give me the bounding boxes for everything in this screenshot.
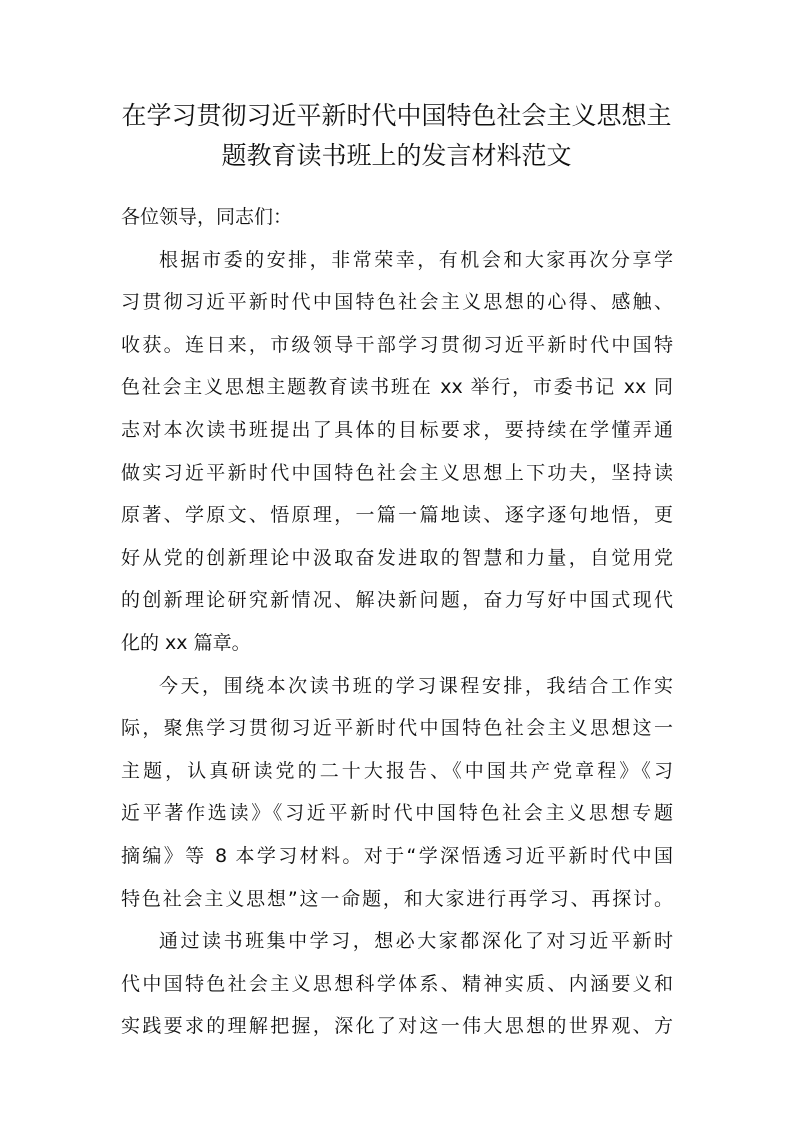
paragraph-line: 实践要求的理解把握，深化了对这一伟大思想的世界观、方	[121, 1015, 673, 1038]
paragraph-2	[121, 665, 673, 921]
paragraph-line: 收获。连日来，市级领导干部学习贯彻习近平新时代中国特	[121, 333, 673, 356]
document-title	[100, 96, 693, 176]
paragraph-line: 际，聚焦学习贯彻习近平新时代中国特色社会主义思想这一	[121, 717, 673, 740]
paragraph-line: 特色社会主义思想”这一命题，和大家进行再学习、再探讨。	[121, 887, 673, 910]
paragraph-line: 主题，认真研读党的二十大报告、《中国共产党章程》《习	[121, 759, 673, 782]
paragraph-3	[121, 920, 673, 1048]
paragraph-line: 做实习近平新时代中国特色社会主义思想上下功夫，坚持读	[121, 461, 673, 484]
document-body	[121, 196, 673, 1048]
paragraph-line: 摘编》等 8 本学习材料。对于“学深悟透习近平新时代中国	[121, 844, 673, 867]
paragraph-line: 代中国特色社会主义思想科学体系、精神实质、内涵要义和	[121, 972, 673, 995]
paragraph-line: 习贯彻习近平新时代中国特色社会主义思想的心得、感触、	[121, 291, 673, 314]
paragraph-line: 的创新理论研究新情况、解决新问题，奋力写好中国式现代	[121, 589, 673, 612]
salutation: 各位领导，同志们：	[121, 206, 293, 228]
paragraph-line: 化的 xx 篇章。	[121, 631, 251, 654]
paragraph-line: 近平著作选读》《习近平新时代中国特色社会主义思想专题	[121, 802, 673, 825]
paragraph-line: 根据市委的安排，非常荣幸，有机会和大家再次分享学	[159, 248, 673, 271]
title-line-2: 题教育读书班上的发言材料范文	[221, 141, 572, 170]
paragraph-line: 今天，围绕本次读书班的学习课程安排，我结合工作实	[159, 674, 673, 697]
paragraph-line: 通过读书班集中学习，想必大家都深化了对习近平新时	[159, 930, 673, 953]
paragraph-1	[121, 239, 673, 665]
title-line-1: 在学习贯彻习近平新时代中国特色社会主义思想主	[121, 101, 672, 130]
paragraph-line: 色社会主义思想主题教育读书班在 xx 举行，市委书记 xx 同	[121, 376, 673, 399]
paragraph-line: 志对本次读书班提出了具体的目标要求，要持续在学懂弄通	[121, 418, 673, 441]
paragraph-line: 原著、学原文、悟原理，一篇一篇地读、逐字逐句地悟，更	[121, 504, 673, 527]
paragraph-line: 好从党的创新理论中汲取奋发进取的智慧和力量，自觉用党	[121, 546, 673, 569]
